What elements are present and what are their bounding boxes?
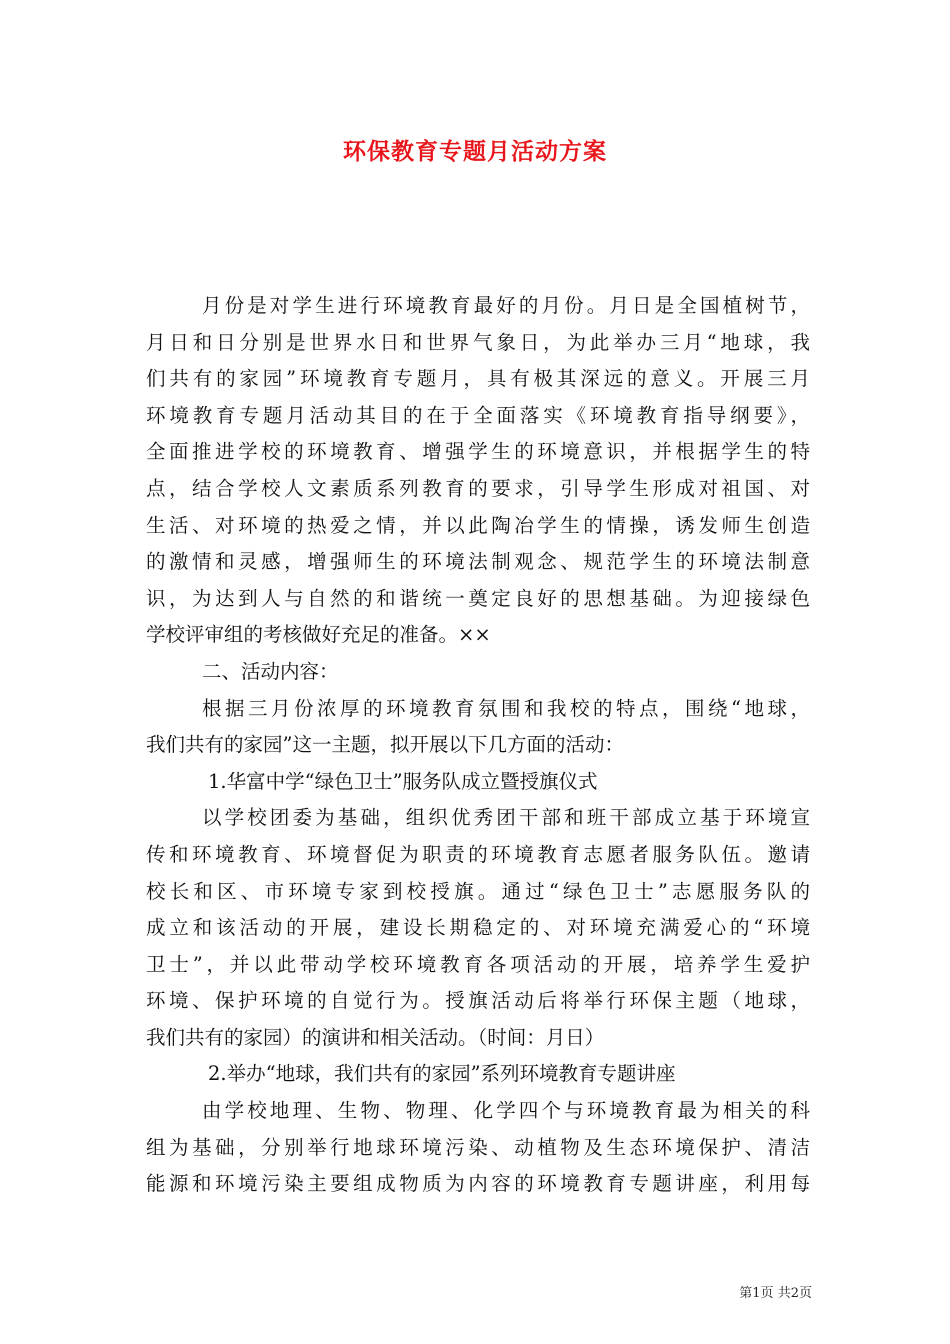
text-line: 们共有的家园”环境教育专题月，具有极其深远的意义。开展三月 [146,367,810,391]
section-heading: 二、活动内容： [202,659,339,683]
text-line: 点，结合学校人文素质系列教育的要求，引导学生形成对祖国、对 [146,476,810,500]
text-line: 环境教育专题月活动其目的在于全面落实《环境教育指导纲要》， [146,403,810,427]
text-line: 全面推进学校的环境教育、增强学生的环境意识，并根据学生的特 [146,440,810,464]
text-line: 以学校团委为基础，组织优秀团干部和班干部成立基于环境宣 [202,806,810,830]
footer-total-pages: 2 [790,1286,799,1301]
text-line: 月日和日分别是世界水日和世界气象日，为此举办三月“地球，我 [146,330,810,354]
document-body [146,288,810,1203]
text-line: 我们共有的家园”这一主题，拟开展以下几方面的活动： [146,733,624,757]
text-line: 环境、保护环境的自觉行为。授旗活动后将举行环保主题（地球， [146,989,810,1013]
footer-middle: 页 共 [760,1286,791,1301]
text-line: 传和环境教育、环境督促为职责的环境教育志愿者服务队伍。邀请 [146,842,810,866]
text-line: 月份是对学生进行环境教育最好的月份。月日是全国植树节， [202,294,810,317]
footer-page-number: 1 [752,1286,761,1301]
footer-suffix: 页 [798,1286,812,1301]
text-line: 由学校地理、生物、物理、化学四个与环境教育最为相关的科 [202,1099,810,1123]
text-line: 成立和该活动的开展，建设长期稳定的、对环境充满爱心的“环境 [146,916,810,940]
text-line: 根据三月份浓厚的环境教育氛围和我校的特点，围绕“地球， [202,696,810,720]
text-line: 生活、对环境的热爱之情，并以此陶冶学生的情操，诱发师生创造 [146,513,810,537]
page-number-footer [739,1282,812,1301]
document-title: 环保教育专题月活动方案 [343,138,607,165]
text-line: 校长和区、市环境专家到校授旗。通过“绿色卫士”志愿服务队的 [146,879,810,903]
text-line: 的激情和灵感，增强师生的环境法制观念、规范学生的环境法制意 [146,550,810,574]
text-line: 我们共有的家园）的演讲和相关活动。（时间：月日） [146,1025,605,1049]
subsection-heading: 2.举办“地球，我们共有的家园”系列环境教育专题讲座 [208,1062,676,1086]
text-line: 能源和环境污染主要组成物质为内容的环境教育专题讲座，利用每 [146,1172,810,1196]
text-line: 识，为达到人与自然的和谐统一奠定良好的思想基础。为迎接绿色 [146,586,810,610]
footer-prefix: 第 [739,1286,753,1301]
text-line: 卫士”，并以此带动学校环境教育各项活动的开展，培养学生爱护 [146,952,810,976]
text-line: 组为基础，分别举行地球环境污染、动植物及生态环境保护、清洁 [146,1135,810,1159]
subsection-heading: 1.华富中学“绿色卫士”服务队成立暨授旗仪式 [208,769,598,793]
text-line: 学校评审组的考核做好充足的准备。×× [146,623,491,647]
